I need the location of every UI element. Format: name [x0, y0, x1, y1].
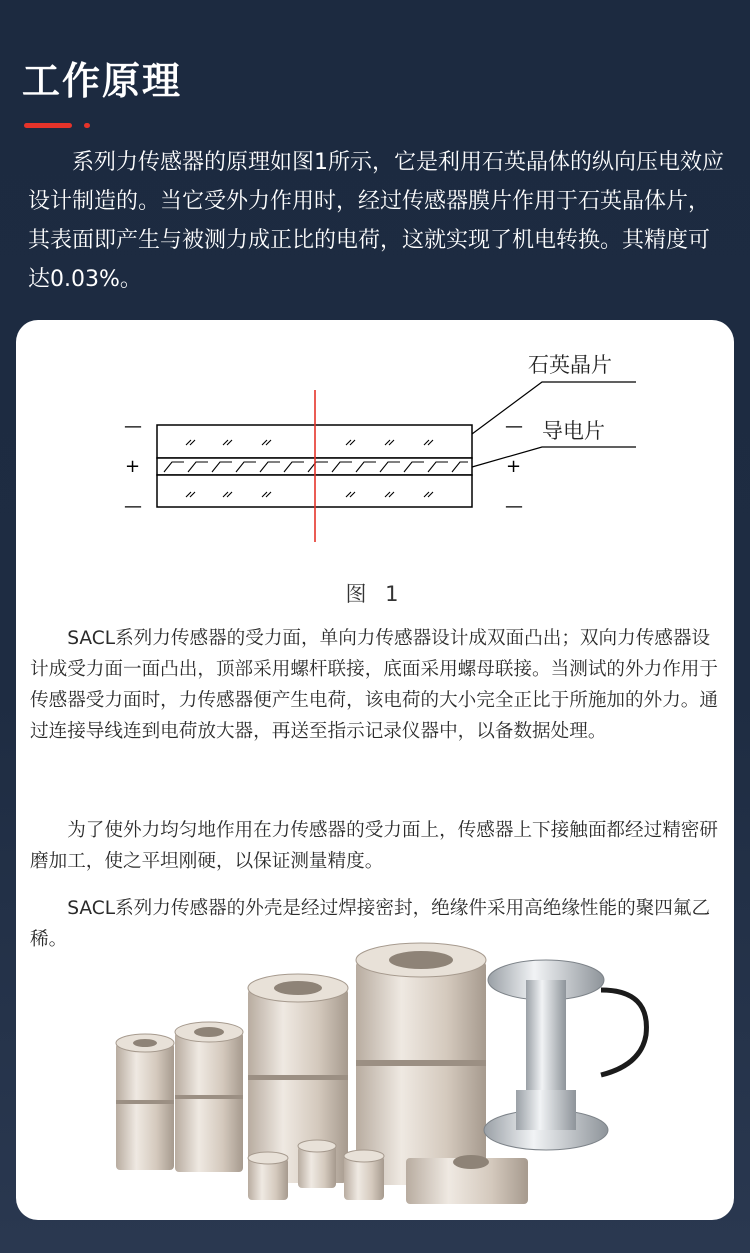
sign-left-bottom: — [124, 496, 142, 517]
sign-right-top: — [505, 416, 523, 437]
product-photo [16, 320, 734, 1220]
intro-paragraph: 系列力传感器的原理如图1所示，它是利用石英晶体的纵向压电效应设计制造的。当它受外力作用时，经过传感器膜片作用于石英晶体片，其表面即产生与被测力成正比的电荷，这就实现了机电转换。其精度可达0.03%。 [28, 150, 724, 292]
sign-left-mid: + [125, 456, 141, 477]
sign-right-bottom: — [505, 496, 523, 517]
label-conductor: 导电片 [542, 419, 605, 443]
sign-left-top: — [124, 416, 142, 437]
body-paragraph-2: 为了使外力均匀地作用在力传感器的受力面上，传感器上下接触面都经过精密研磨加工，使之平坦刚硬，以保证测量精度。 [30, 820, 718, 872]
label-crystal: 石英晶片 [528, 353, 612, 377]
sensor-flange [484, 960, 646, 1150]
content-card [16, 320, 734, 1220]
sensor-large [356, 943, 486, 1185]
page-title: 工作原理 [22, 59, 183, 103]
title-accent-dot [84, 123, 90, 128]
figure-caption: 图 1 [345, 582, 405, 606]
title-accent-bar [24, 123, 72, 128]
body-paragraph-1: SACL系列力传感器的受力面，单向力传感器设计成双面凸出；双向力传感器设计成受力面一面凸出，顶部采用螺杆联接，底面采用螺母联接。当测试的外力作用于传感器受力面时，力传感器便产生电荷，该电荷的大小完全正比于所施加的外力。通过连接导线连到电荷放大器，再送至指示记录仪器中，以备数据处理。 [30, 628, 718, 742]
sensor-small-2 [175, 1022, 243, 1172]
sign-right-mid: + [506, 456, 522, 477]
sensor-small-1 [116, 1034, 174, 1170]
body-paragraph-3: SACL系列力传感器的外壳是经过焊接密封，绝缘件采用高绝缘性能的聚四氟乙稀。 [30, 898, 711, 950]
